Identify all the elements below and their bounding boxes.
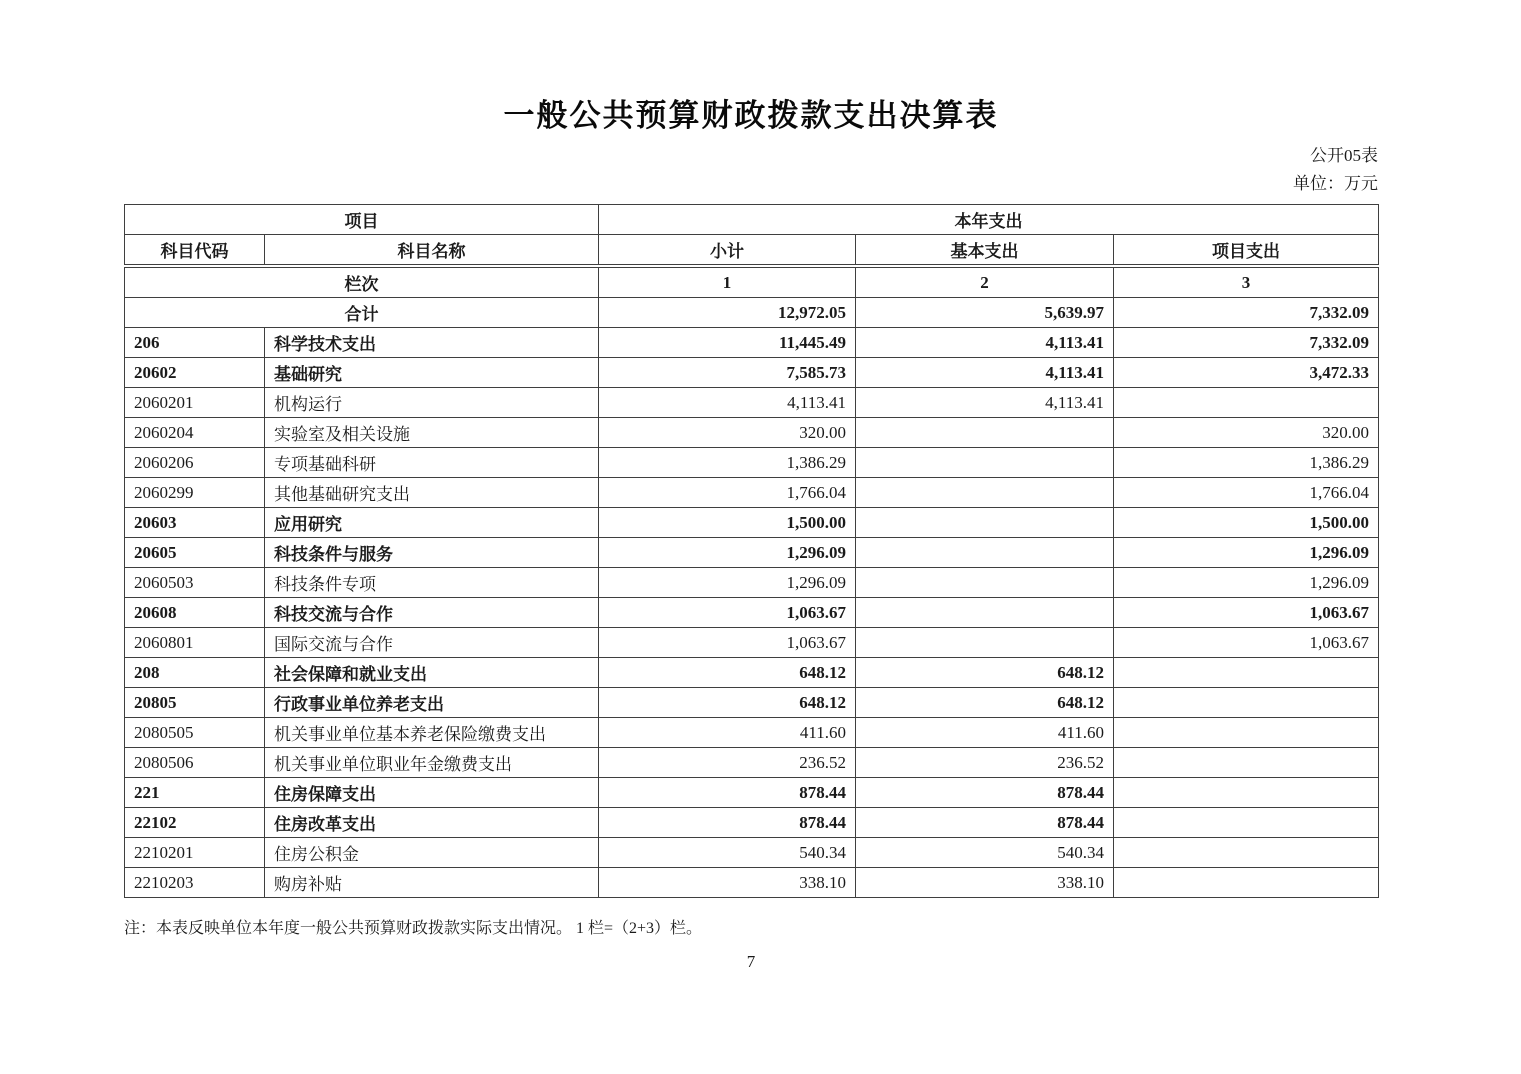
table-body: [125, 298, 1379, 898]
cell-subject-code: 2080505: [125, 718, 265, 748]
column-index-row: [125, 266, 1379, 298]
cell-subtotal: 236.52: [599, 748, 856, 778]
table-row: [125, 448, 1379, 478]
table-row: [125, 658, 1379, 688]
column-index-1: 1: [599, 266, 856, 298]
cell-subject-name: 机关事业单位职业年金缴费支出: [265, 748, 599, 778]
table-row: [125, 508, 1379, 538]
cell-subtotal: 1,766.04: [599, 478, 856, 508]
cell-basic: [856, 538, 1114, 568]
cell-subject-code: 2080506: [125, 748, 265, 778]
total-basic: 5,639.97: [856, 298, 1114, 328]
cell-subject-code: 20608: [125, 598, 265, 628]
cell-project: 1,386.29: [1114, 448, 1379, 478]
cell-subtotal: 338.10: [599, 868, 856, 898]
header-project-group: 项目: [125, 205, 599, 235]
total-label: 合计: [125, 298, 599, 328]
cell-subject-name: 科学技术支出: [265, 328, 599, 358]
table-row: [125, 868, 1379, 898]
total-project: 7,332.09: [1114, 298, 1379, 328]
cell-subject-name: 专项基础科研: [265, 448, 599, 478]
cell-subject-name: 科技条件与服务: [265, 538, 599, 568]
cell-subtotal: 7,585.73: [599, 358, 856, 388]
unit-label: 单位：万元: [1293, 174, 1378, 193]
cell-basic: 540.34: [856, 838, 1114, 868]
cell-subtotal: 540.34: [599, 838, 856, 868]
cell-basic: [856, 568, 1114, 598]
cell-subject-code: 221: [125, 778, 265, 808]
cell-subject-code: 20603: [125, 508, 265, 538]
table-row: [125, 748, 1379, 778]
cell-project: 320.00: [1114, 418, 1379, 448]
budget-table: [124, 204, 1379, 898]
cell-project: [1114, 778, 1379, 808]
cell-basic: 411.60: [856, 718, 1114, 748]
table-row: [125, 688, 1379, 718]
table-row: [125, 838, 1379, 868]
total-subtotal: 12,972.05: [599, 298, 856, 328]
cell-subtotal: 1,063.67: [599, 628, 856, 658]
header-cell-basic-expenditure: 基本支出: [856, 235, 1114, 267]
cell-subtotal: 411.60: [599, 718, 856, 748]
cell-subject-name: 科技交流与合作: [265, 598, 599, 628]
column-index-3: 3: [1114, 266, 1379, 298]
table-row: [125, 568, 1379, 598]
cell-subject-code: 208: [125, 658, 265, 688]
header-columns-row: [125, 235, 1379, 267]
cell-subject-name: 社会保障和就业支出: [265, 658, 599, 688]
meta-block: [124, 142, 1378, 198]
table-row: [125, 718, 1379, 748]
cell-project: 1,063.67: [1114, 628, 1379, 658]
cell-subtotal: 4,113.41: [599, 388, 856, 418]
cell-subject-name: 应用研究: [265, 508, 599, 538]
cell-project: [1114, 838, 1379, 868]
cell-subject-code: 2060503: [125, 568, 265, 598]
table-row: [125, 478, 1379, 508]
page-number: 7: [746, 952, 756, 971]
cell-subject-code: 2060206: [125, 448, 265, 478]
cell-basic: 4,113.41: [856, 358, 1114, 388]
cell-project: 3,472.33: [1114, 358, 1379, 388]
table-row: [125, 388, 1379, 418]
table-row: [125, 808, 1379, 838]
cell-subject-code: 2060201: [125, 388, 265, 418]
cell-basic: [856, 508, 1114, 538]
cell-subject-code: 2060204: [125, 418, 265, 448]
cell-project: [1114, 718, 1379, 748]
cell-subject-code: 2210203: [125, 868, 265, 898]
cell-basic: [856, 598, 1114, 628]
cell-subtotal: 1,500.00: [599, 508, 856, 538]
cell-subject-name: 购房补贴: [265, 868, 599, 898]
cell-subtotal: 1,296.09: [599, 568, 856, 598]
cell-basic: [856, 628, 1114, 658]
cell-subtotal: 648.12: [599, 688, 856, 718]
cell-project: 1,766.04: [1114, 478, 1379, 508]
cell-subject-name: 实验室及相关设施: [265, 418, 599, 448]
cell-subtotal: 878.44: [599, 778, 856, 808]
cell-basic: 236.52: [856, 748, 1114, 778]
cell-subject-code: 206: [125, 328, 265, 358]
header-group-row: [125, 205, 1379, 235]
cell-basic: 4,113.41: [856, 328, 1114, 358]
cell-project: [1114, 658, 1379, 688]
cell-subtotal: 1,296.09: [599, 538, 856, 568]
cell-subject-name: 机构运行: [265, 388, 599, 418]
table-row: [125, 778, 1379, 808]
cell-subject-name: 机关事业单位基本养老保险缴费支出: [265, 718, 599, 748]
cell-subtotal: 648.12: [599, 658, 856, 688]
header-current-year-expenditure-group: 本年支出: [599, 205, 1379, 235]
cell-basic: 4,113.41: [856, 388, 1114, 418]
cell-project: 1,500.00: [1114, 508, 1379, 538]
table-row: [125, 598, 1379, 628]
column-index-2: 2: [856, 266, 1114, 298]
header-cell-subject-code: 科目代码: [125, 235, 265, 267]
header-cell-subtotal: 小计: [599, 235, 856, 267]
cell-subject-name: 行政事业单位养老支出: [265, 688, 599, 718]
cell-subject-name: 基础研究: [265, 358, 599, 388]
cell-subtotal: 878.44: [599, 808, 856, 838]
table-row: [125, 628, 1379, 658]
cell-basic: [856, 448, 1114, 478]
cell-project: 7,332.09: [1114, 328, 1379, 358]
cell-subject-name: 国际交流与合作: [265, 628, 599, 658]
cell-subtotal: 1,386.29: [599, 448, 856, 478]
cell-subtotal: 1,063.67: [599, 598, 856, 628]
cell-subject-code: 20805: [125, 688, 265, 718]
cell-subject-name: 住房保障支出: [265, 778, 599, 808]
cell-basic: 878.44: [856, 808, 1114, 838]
cell-subject-code: 2060801: [125, 628, 265, 658]
cell-project: [1114, 748, 1379, 778]
cell-basic: [856, 418, 1114, 448]
column-index-label: 栏次: [125, 266, 599, 298]
cell-subject-code: 20605: [125, 538, 265, 568]
cell-basic: 648.12: [856, 658, 1114, 688]
page-title: 一般公共预算财政拨款支出决算表: [503, 98, 999, 133]
cell-project: 1,296.09: [1114, 538, 1379, 568]
cell-basic: 648.12: [856, 688, 1114, 718]
cell-subject-name: 科技条件专项: [265, 568, 599, 598]
cell-subject-code: 2210201: [125, 838, 265, 868]
header-cell-project-expenditure: 项目支出: [1114, 235, 1379, 267]
cell-project: [1114, 388, 1379, 418]
cell-subject-name: 住房改革支出: [265, 808, 599, 838]
cell-basic: 878.44: [856, 778, 1114, 808]
cell-basic: 338.10: [856, 868, 1114, 898]
cell-project: [1114, 868, 1379, 898]
table-row: [125, 358, 1379, 388]
cell-subject-code: 22102: [125, 808, 265, 838]
cell-subject-code: 20602: [125, 358, 265, 388]
table-row: [125, 418, 1379, 448]
cell-subject-code: 2060299: [125, 478, 265, 508]
table-row: [125, 538, 1379, 568]
cell-project: [1114, 808, 1379, 838]
cell-subject-name: 其他基础研究支出: [265, 478, 599, 508]
header-cell-subject-name: 科目名称: [265, 235, 599, 267]
table-row: [125, 328, 1379, 358]
cell-project: 1,063.67: [1114, 598, 1379, 628]
cell-subject-name: 住房公积金: [265, 838, 599, 868]
total-row: [125, 298, 1379, 328]
footnote: 注：本表反映单位本年度一般公共预算财政拨款实际支出情况。 1 栏=（2+3）栏。: [124, 920, 703, 937]
form-number-label: 公开05表: [1310, 146, 1378, 165]
cell-project: [1114, 688, 1379, 718]
cell-basic: [856, 478, 1114, 508]
cell-project: 1,296.09: [1114, 568, 1379, 598]
cell-subtotal: 320.00: [599, 418, 856, 448]
cell-subtotal: 11,445.49: [599, 328, 856, 358]
